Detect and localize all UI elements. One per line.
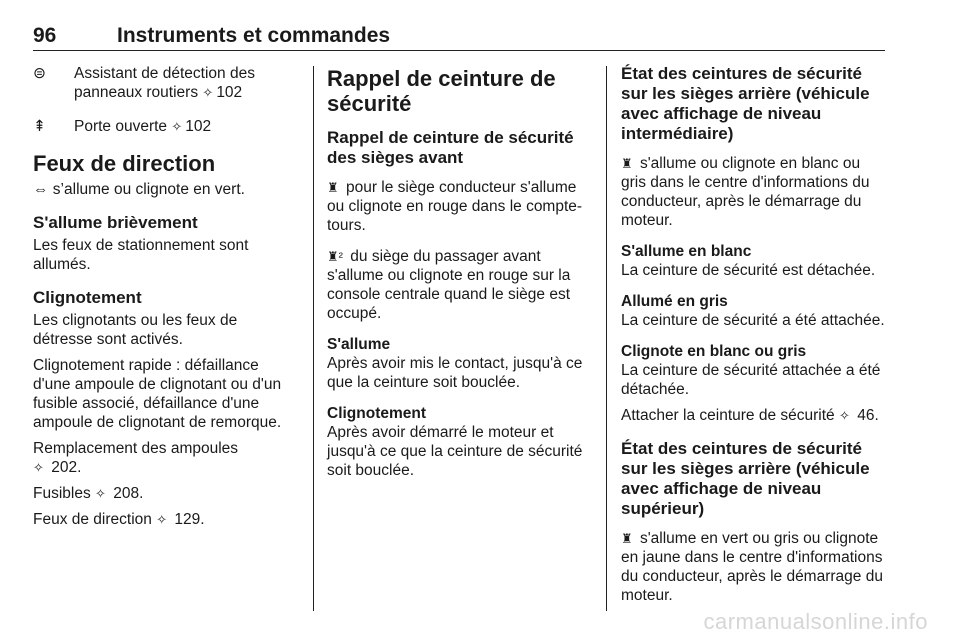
- column-divider-1: [313, 66, 314, 611]
- heading-rear-mid: État des ceintures de sécurité sur les sièges arrière (véhicule avec affichage de niveau intermédiaire): [621, 64, 870, 143]
- indicator-door-open: [33, 117, 295, 136]
- fuses-text: Fusibles: [33, 485, 96, 502]
- page-ref[interactable]: 46.: [852, 407, 879, 424]
- seatbelt-icon: ♜: [621, 531, 633, 546]
- seatbelt-icon: ♜: [327, 180, 339, 195]
- page-ref[interactable]: 208.: [108, 485, 144, 502]
- xref-icon: ✧: [171, 119, 183, 134]
- subheading-blinking: Clignotement: [327, 405, 427, 422]
- driver-seatbelt-text: pour le siège conducteur s'allume ou clignote en rouge dans le compte-tours.: [327, 179, 583, 234]
- xref-icon: ✧: [95, 486, 106, 501]
- xref-icon: ✧: [202, 85, 214, 100]
- rear-mid-text: s'allume ou clignote en blanc ou gris dans le centre d'informations du conducteur, après le démarrage du moteur.: [621, 155, 870, 229]
- white-text: La ceinture de sécurité est détachée.: [621, 262, 876, 279]
- replace-text: Remplacement des ampoules: [33, 440, 239, 457]
- page-number: 96: [33, 24, 57, 47]
- subheading-blink: Clignotement: [33, 288, 142, 307]
- page-ref[interactable]: 102: [216, 84, 243, 101]
- passenger-seatbelt-text: du siège du passager avant s'allume ou clignote en rouge sur la console centrale quand le siège est occupé.: [327, 248, 571, 322]
- intro-text: s’allume ou clignote en vert.: [48, 181, 245, 198]
- indicator-text: Porte ouverte: [74, 118, 168, 135]
- column-1: [33, 64, 295, 529]
- header-rule: [33, 50, 885, 51]
- door-open-icon: ⇞: [33, 118, 46, 135]
- xref-icon: ✧: [838, 408, 850, 423]
- page-ref[interactable]: 102: [185, 118, 212, 135]
- subheading-grey: Allumé en gris: [621, 293, 728, 310]
- subheading-front-seats: Rappel de ceinture de sécurité des sièges avant: [327, 128, 574, 167]
- page-ref[interactable]: 129.: [170, 511, 205, 528]
- heading-seatbelt-reminder: Rappel de ceinture de sécurité: [327, 66, 556, 116]
- blink-white-grey-text: La ceinture de sécurité attachée a été détachée.: [621, 362, 881, 398]
- brief-text: Les feux de stationnement sont allumés.: [33, 237, 249, 273]
- traffic-sign-icon: ⊜: [33, 65, 46, 82]
- page-header: [33, 24, 885, 52]
- attach-text: Attacher la ceinture de sécurité: [621, 407, 839, 424]
- subheading-blink-white-grey: Clignote en blanc ou gris: [621, 343, 807, 360]
- on-text: Après avoir mis le contact, jusqu'à ce que la ceinture soit bouclée.: [327, 355, 583, 391]
- subheading-brief: S'allume brièvement: [33, 213, 198, 232]
- subheading-white: S'allume en blanc: [621, 243, 752, 260]
- turn-signal-icon: ⇔: [33, 181, 49, 198]
- xref-icon: ✧: [33, 460, 44, 475]
- rear-top-text: s'allume en vert ou gris ou clignote en jaune dans le centre d'informations du conducteur, après le démarrage du moteur.: [621, 530, 883, 604]
- xref-icon: ✧: [156, 512, 168, 527]
- rapid-blink-text: Clignotement rapide : défaillance d'une ampoule de clignotant ou d'un fusible associé, défaillance d'une ampoule de clignotant de remorque.: [33, 357, 282, 431]
- grey-text: La ceinture de sécurité a été attachée.: [621, 312, 885, 329]
- heading-rear-top: État des ceintures de sécurité sur les sièges arrière (véhicule avec affichage de niveau supérieur): [621, 439, 870, 518]
- indicator-traffic-sign: [33, 64, 295, 102]
- seatbelt-icon: ♜: [621, 156, 633, 171]
- page-ref[interactable]: 202.: [46, 459, 82, 476]
- heading-turn-signals: Feux de direction: [33, 151, 216, 176]
- blinking-text: Après avoir démarré le moteur et jusqu'à ce que la ceinture de sécurité soit bouclée.: [327, 424, 583, 479]
- passenger-seatbelt-icon: ♜²: [327, 249, 343, 264]
- turn-text: Feux de direction: [33, 511, 157, 528]
- column-divider-2: [606, 66, 607, 611]
- column-3: [621, 64, 887, 605]
- column-2: [327, 64, 589, 480]
- watermark: carmanualsonline.info: [703, 609, 928, 634]
- subheading-on: S'allume: [327, 336, 391, 353]
- blink-text: Les clignotants ou les feux de détresse sont activés.: [33, 312, 238, 348]
- section-title: Instruments et commandes: [117, 24, 391, 47]
- indicator-text: Assistant de détection des panneaux routiers: [74, 65, 255, 101]
